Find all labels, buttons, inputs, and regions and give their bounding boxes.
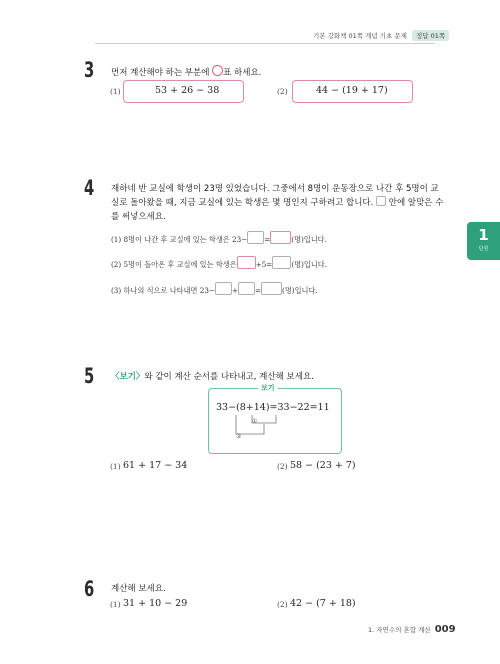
q4-sub2-unit: (명)입니다.: [291, 260, 327, 269]
breadcrumb-text: 기본 강화책 01쪽 개념 기초 문제: [313, 32, 407, 40]
q3-item2-expression: 44 − (19 + 17): [316, 85, 388, 96]
q4-line2-text-end: 안에 알맞은 수: [388, 198, 444, 208]
answer-page-badge: 정답 01쪽: [412, 30, 449, 41]
q4-sub1-number: (1): [111, 235, 122, 244]
q5-item2-number: (2): [277, 462, 288, 471]
circle-symbol-icon: [212, 65, 223, 76]
q6-item1-expression: 31 + 10 − 29: [123, 598, 188, 609]
q4-sub3-plus: +: [231, 286, 238, 295]
unit-label: 단원: [478, 246, 489, 252]
q6-item1-number: (1): [110, 600, 121, 609]
header-divider: [95, 43, 435, 44]
q4-sub3-unit: (명)입니다.: [282, 286, 318, 295]
header-breadcrumb: [313, 30, 449, 41]
q3-instruction-text: 먼저 계산해야 하는 부분에: [111, 68, 213, 78]
q4-sub2-input-1[interactable]: [237, 256, 256, 269]
q5-item2-expression: 58 − (23 + 7): [290, 460, 356, 471]
q4-sub3-number: (3): [111, 286, 122, 295]
q4-sub3: [111, 282, 318, 296]
q4-line2-text: 실로 돌아왔을 때, 지금 교실에 있는 학생은 몇 명인지 구하려고 합니다.: [111, 198, 374, 208]
q4-blank-symbol: [376, 196, 386, 206]
q4-sub1-input-1[interactable]: [247, 231, 264, 244]
q4-sub3-input-3[interactable]: [261, 282, 282, 295]
q4-sub2-input-2[interactable]: [272, 256, 291, 269]
q4-sub1-unit: (명)입니다.: [291, 235, 327, 244]
q3-instruction: [111, 65, 261, 78]
q3-instruction-text-end: 표 하세요.: [223, 68, 262, 78]
q4-sub1-equals: =: [264, 235, 271, 244]
q4-sub3-equals: =: [254, 286, 262, 295]
q4-sub1-text: 8명이 나간 후 교실에 있는 학생은 23−: [123, 235, 248, 244]
q4-line2: [111, 196, 443, 208]
unit-tab[interactable]: [467, 222, 500, 260]
example-label: 보기: [258, 383, 278, 393]
q6-instruction: 계산해 보세요.: [111, 584, 166, 594]
q5-item1-expression: 61 + 17 − 34: [123, 460, 188, 471]
q4-sub2-text: 5명이 돌아온 후 교실에 있는 학생은: [123, 260, 237, 269]
page-footer: [368, 624, 456, 635]
question-number-6: 6: [84, 577, 95, 601]
q4-sub3-input-1[interactable]: [215, 282, 232, 295]
q4-sub1: [111, 231, 327, 245]
q3-item1-number: (1): [110, 87, 121, 96]
q4-sub2-plus: +5=: [255, 260, 273, 269]
q4-sub1-input-2[interactable]: [270, 231, 291, 244]
unit-number: 1: [478, 226, 489, 244]
order-mark-2: ②: [236, 433, 242, 440]
q5-example-tag: 〈보기〉: [111, 372, 145, 382]
q4-sub2-number: (2): [111, 260, 122, 269]
q5-instruction-text: 와 같이 계산 순서를 나타내고, 계산해 보세요.: [144, 372, 314, 382]
q6-item2-expression: 42 − (7 + 18): [290, 598, 356, 609]
q3-item2-number: (2): [277, 87, 288, 96]
q3-item1-expression: 53 + 26 − 38: [155, 85, 220, 96]
question-number-4: 4: [84, 176, 95, 200]
footer-chapter: 1. 자연수의 혼합 계산: [368, 626, 431, 634]
order-bracket-2: [236, 415, 264, 434]
q4-line3: 를 써넣으세요.: [111, 212, 166, 222]
question-number-5: 5: [84, 364, 95, 388]
q6-item2-number: (2): [277, 600, 288, 609]
q4-line1: 재하네 반 교실에 학생이 23명 있었습니다. 그중에서 8명이 운동장으로 나간 후 5명이 교: [111, 184, 439, 194]
order-mark-1: ①: [252, 418, 258, 425]
q5-instruction: [111, 370, 314, 382]
question-number-3: 3: [84, 58, 95, 82]
q5-item1-number: (1): [110, 462, 121, 471]
page-number: 009: [434, 624, 456, 635]
q4-sub3-text: 하나의 식으로 나타내면 23−: [123, 286, 215, 295]
example-expression: 33−(8+14)=33−22=11: [216, 402, 330, 413]
q4-sub2: [111, 256, 327, 270]
q4-sub3-input-2[interactable]: [238, 282, 255, 295]
